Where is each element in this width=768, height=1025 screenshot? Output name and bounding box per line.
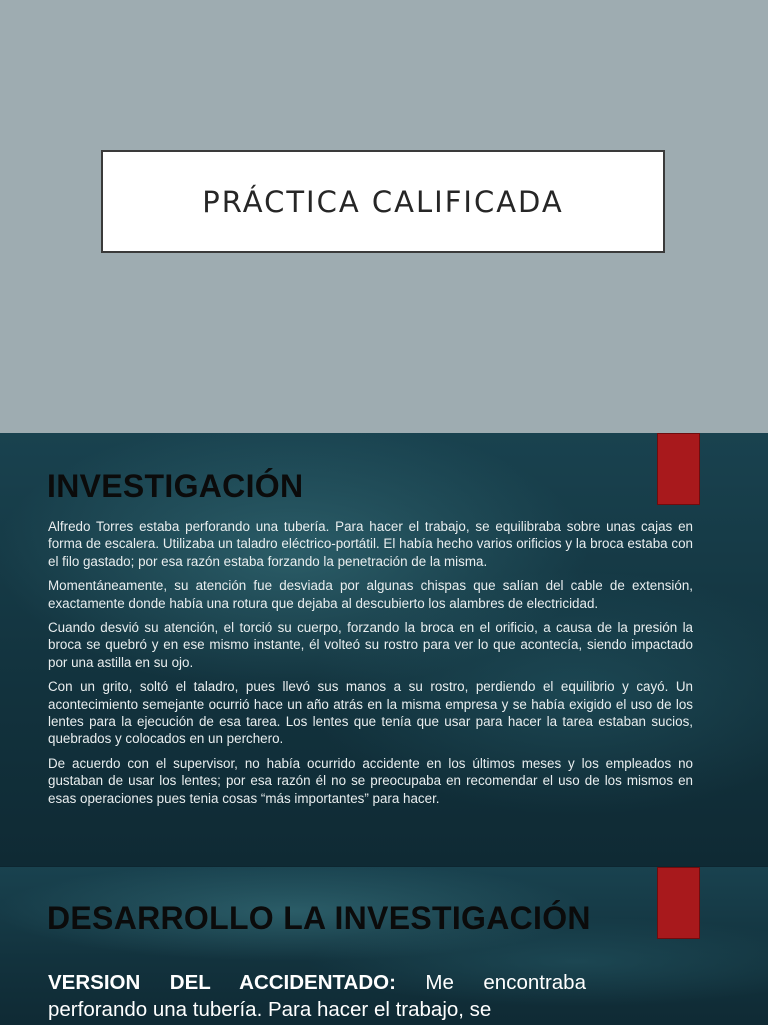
paragraph: De acuerdo con el supervisor, no había ocurrido accidente en los últimos meses y los empleados no gustaban de usar los lentes; por esa razón él no se preocupaba en recomendar el uso de los mismos en esas operaciones pues tenia cosas “más importantes” para hacer.	[48, 755, 693, 806]
version-label: VERSION DEL ACCIDENTADO:	[48, 971, 396, 994]
investigacion-body	[48, 518, 693, 814]
paragraph: Con un grito, soltó el taladro, pues llevó sus manos a su rostro, perdiendo el equilibrio y cayó. Un acontecimiento semejante ocurrió hace un año atrás en la misma empresa y se había exigido el uso de los lentes para la ejecución de esa tarea. Los lentes que tenía que usar para hacer la tarea estaban sucios, quebrados y colocados en un perchero.	[48, 679, 693, 747]
paragraph: Alfredo Torres estaba perforando una tubería. Para hacer el trabajo, se equilibraba sobre unas cajas en forma de escalera. Utilizaba un taladro eléctrico-portátil. El había hecho varios orificios y la broca estaba con el filo gastado; por esa razón estaba forzando la penetración de la misma.	[48, 519, 693, 569]
slide-title: PRÁCTICA CALIFICADA	[202, 184, 564, 219]
paragraph: Momentáneamente, su atención fue desviada por algunas chispas que salían del cable de extensión, exactamente donde había una rotura que dejaba al descubierto los alambres de electricidad.	[48, 578, 693, 611]
version-body: Me encontraba perforando una tubería. Para hacer el trabajo, se	[48, 971, 586, 1021]
version-accidentado-text	[48, 969, 586, 1023]
paragraph: Cuando desvió su atención, el torció su cuerpo, forzando la broca en el orificio, a causa de la presión la broca se quebró y en ese mismo instante, él volteó su rostro para ver lo que acontecía, siendo impactado por una astilla en su ojo.	[48, 620, 693, 670]
red-accent-tab	[657, 867, 700, 939]
investigacion-slide	[0, 433, 768, 866]
title-slide	[0, 0, 768, 433]
desarrollo-heading: DESARROLLO LA INVESTIGACIÓN	[47, 900, 591, 936]
desarrollo-slide	[0, 866, 768, 1025]
red-accent-tab	[657, 433, 700, 505]
investigacion-heading: INVESTIGACIÓN	[47, 468, 304, 504]
title-box	[101, 150, 665, 253]
